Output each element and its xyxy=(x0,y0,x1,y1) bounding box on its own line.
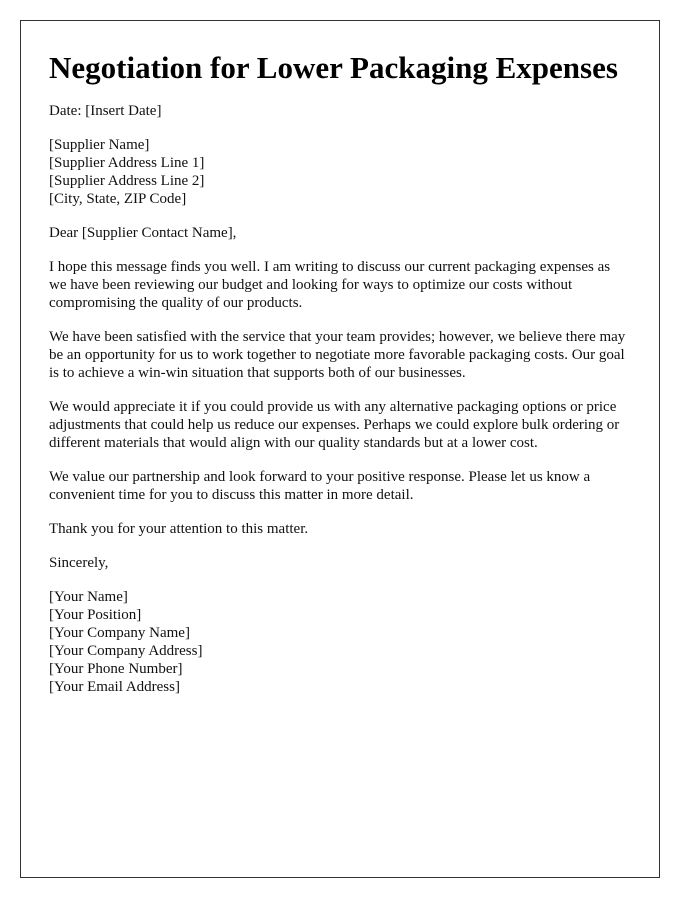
date-line: Date: [Insert Date] xyxy=(49,103,162,119)
signature-company: [Your Company Name] xyxy=(49,625,190,641)
body-paragraph-5: Thank you for your attention to this matter. xyxy=(49,521,309,537)
signature-block xyxy=(49,588,631,696)
body-paragraph-1: I hope this message finds you well. I am writing to discuss our current packaging expenses as we have been reviewing our budget and looking for ways to optimize our costs without compromising the quality of our products. xyxy=(49,259,611,311)
signature-position: [Your Position] xyxy=(49,607,142,623)
salutation: Dear [Supplier Contact Name], xyxy=(49,225,237,241)
closing: Sincerely, xyxy=(49,555,109,571)
signature-phone: [Your Phone Number] xyxy=(49,661,183,677)
signature-email: [Your Email Address] xyxy=(49,679,180,695)
body-paragraph-2: We have been satisfied with the service that your team provides; however, we believe there may be an opportunity for us to work together to negotiate more favorable packaging costs. Our goal is to achieve a win-win situation that supports both of our businesses. xyxy=(49,329,626,381)
body-paragraph-3: We would appreciate it if you could provide us with any alternative packaging options or price adjustments that could help us reduce our expenses. Perhaps we could explore bulk ordering or different materials that would align with our quality standards but at a lower cost. xyxy=(49,399,620,451)
recipient-city-state-zip: [City, State, ZIP Code] xyxy=(49,191,187,207)
recipient-name: [Supplier Name] xyxy=(49,137,150,153)
body-paragraph-4: We value our partnership and look forward to your positive response. Please let us know a convenient time for you to discuss this matter in more detail. xyxy=(49,469,591,503)
recipient-address-line-1: [Supplier Address Line 1] xyxy=(49,155,205,171)
signature-name: [Your Name] xyxy=(49,589,128,605)
recipient-address-line-2: [Supplier Address Line 2] xyxy=(49,173,205,189)
signature-company-address: [Your Company Address] xyxy=(49,643,203,659)
letter xyxy=(20,20,660,878)
recipient-address xyxy=(49,136,631,208)
letter-title: Negotiation for Lower Packaging Expenses xyxy=(49,50,618,85)
